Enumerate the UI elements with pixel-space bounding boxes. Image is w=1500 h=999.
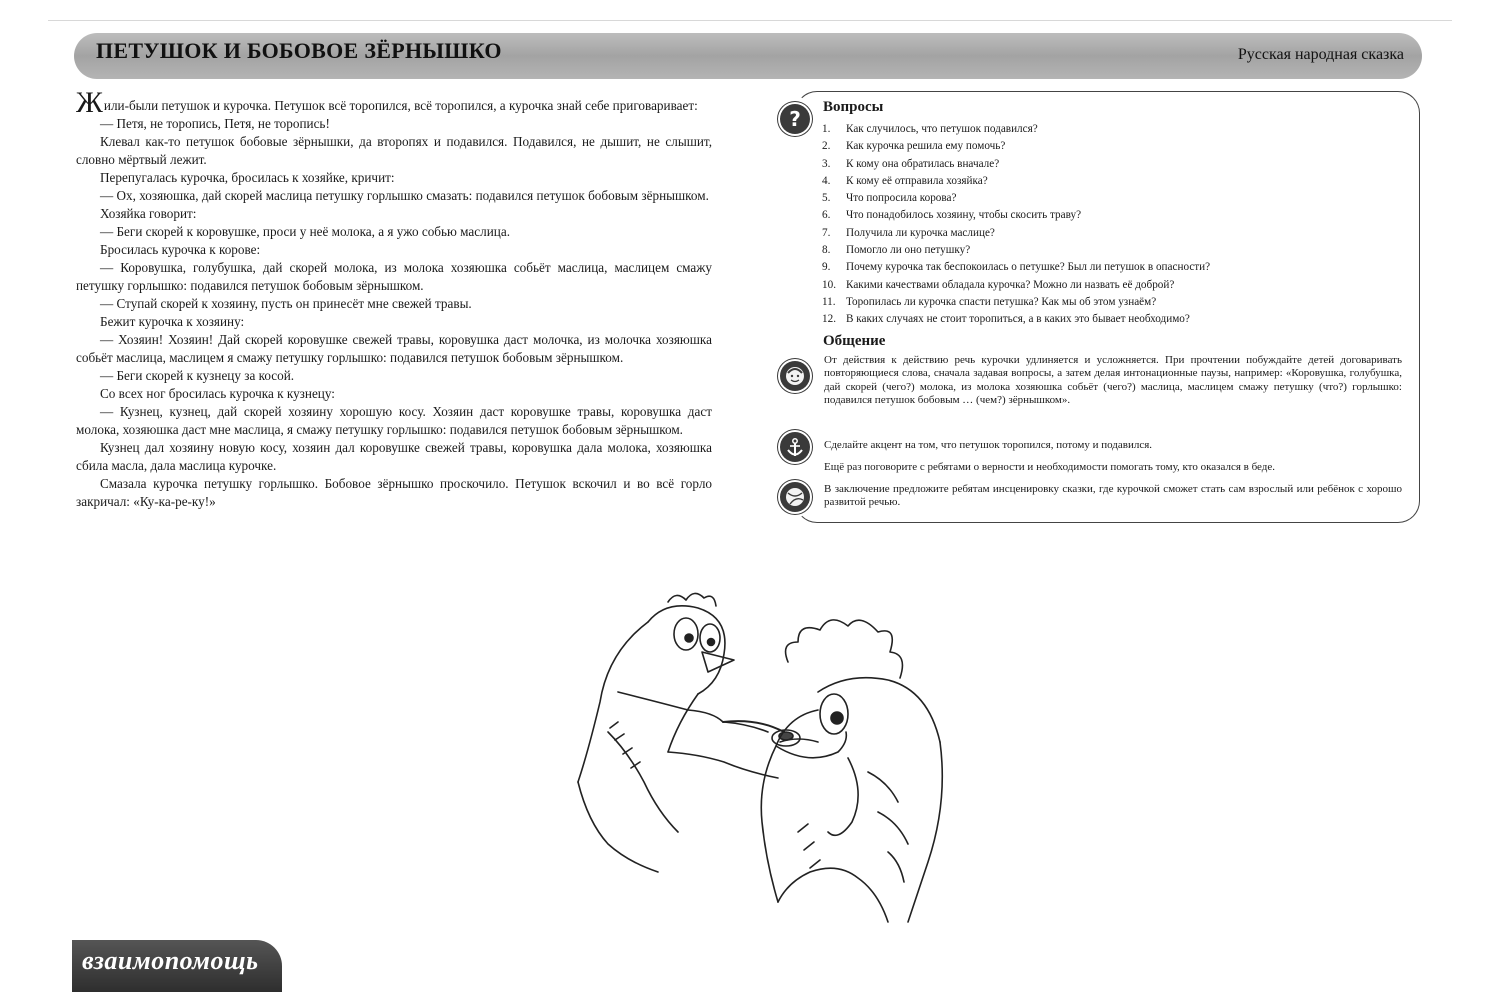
list-item: 10. Какими качествами обладала курочка? Можно ли назвать её доброй? — [822, 278, 1175, 291]
story-paragraph: — Ступай скорей к хозяину, пусть он принесёт мне свежей травы. — [100, 296, 472, 311]
list-item: 2. Как курочка решила ему помочь? — [822, 140, 1006, 153]
list-item: 9. Почему курочка так беспокоилась о петушке? Был ли петушок в опасности? — [822, 261, 1211, 274]
communication-paragraph: От действия к действию речь курочки удлиняется и усложняется. При прочтении побуждайте детей договаривать повторяющиеся слова, сначала задавая вопросы, а затем делая интонационные паузы, например: «Коровушка, голубушка, дай скорей (чего?) молока, из молока хозяюшка собьёт (чего?) маслица, маслицем смажу петушку (что?) горлышко: подавился петушок бобовым … (чем?) зёрнышком». — [824, 354, 1402, 406]
page-edge-top — [48, 20, 1452, 21]
list-item: 12. В каких случаях не стоит торопиться, а в каких это бывает необходимо? — [822, 313, 1190, 326]
story-paragraph: Кузнец дал хозяину новую косу, хозяин дал коровушке свежей травы, коровушка дала молока, хозяюшка сбила масла, дала маслица курочке. — [76, 440, 712, 473]
anchor-icon — [780, 432, 810, 462]
story-paragraph: Жили-были петушок и курочка. Петушок всё торопился, всё торопился, а курочка знай себе приговаривает: — [76, 86, 698, 119]
story-paragraph: Клевал как-то петушок бобовые зёрнышки, да второпях и подавился. Подавился, не дышит, не слышит, словно мёртвый лежит. — [76, 134, 712, 167]
list-item: 3. К кому она обратилась вначале? — [822, 157, 1000, 170]
list-item: 7. Получила ли курочка маслице? — [822, 226, 995, 239]
story-paragraph: — Петя, не торопись, Петя, не торопись! — [100, 116, 330, 131]
story-paragraph: — Коровушка, голубушка, дай скорей молока, из молока хозяюшка собьёт маслица, маслицем смажу петушку горлышко: подавился петушок бобовым зёрнышком. — [76, 260, 712, 293]
drop-cap: Ж — [76, 86, 103, 119]
story-paragraph: — Кузнец, кузнец, дай скорей хозяину хорошую косу. Хозяин даст коровушке травы, коровушка даст молока, хозяюшка даст мне маслица, я смажу петушку горлышко: подавился петушок бобовым зёрнышком. — [76, 404, 712, 437]
story-paragraph: Бросилась курочка к корове: — [100, 242, 261, 257]
page-subtitle: Русская народная сказка — [1237, 46, 1404, 63]
list-item: 6. Что понадобилось хозяину, чтобы скосить траву? — [822, 209, 1082, 222]
list-item: 5. Что попросила корова? — [822, 192, 957, 205]
question-icon: ? — [780, 104, 810, 134]
questions-title: Вопросы — [823, 99, 884, 115]
communication-paragraph: Ещё раз поговорите с ребятами о верности и необходимости помогать тому, кто оказался в беде. — [824, 461, 1275, 473]
face-icon — [780, 361, 810, 391]
list-item: 4. К кому её отправила хозяйка? — [822, 174, 988, 187]
list-item: 11. Торопилась ли курочка спасти петушка? Как мы об этом узнаём? — [822, 295, 1157, 308]
story-paragraph: Хозяйка говорит: — [100, 206, 197, 221]
theme-label: взаимопомощь — [82, 946, 259, 975]
questions-list — [822, 121, 1412, 329]
story-paragraph: — Ох, хозяюшка, дай скорей маслица петушку горлышко смазать: подавился петушок бобовым зёрнышком. — [100, 188, 709, 203]
list-item: 8. Помогло ли оно петушку? — [822, 244, 971, 257]
story-paragraph: Бежит курочка к хозяину: — [100, 314, 245, 329]
story-paragraph: Со всех ног бросилась курочка к кузнецу: — [100, 386, 335, 401]
story-paragraph: — Беги скорей к коровушке, проси у неё молока, а я ужо собью маслица. — [100, 224, 510, 239]
communication-title: Общение — [823, 333, 886, 349]
communication-paragraph: В заключение предложите ребятам инсценировку сказки, где курочкой сможет стать сам взрослый или ребёнок с хорошо развитой речью. — [824, 483, 1402, 509]
story-paragraph: Смазала курочка петушку горлышко. Бобовое зёрнышко проскочило. Петушок вскочил и во всё горло закричал: «Ку-ка-ре-ку!» — [76, 476, 712, 509]
hen-and-rooster-illustration — [548, 582, 958, 932]
story-paragraph: — Хозяин! Хозяин! Дай скорей коровушке свежей травы, коровушка даст молочка, из молочка хозяюшка собьёт маслица, маслицем я смажу петушку горлышко: подавился петушок бобовым зёрнышком. — [76, 332, 712, 365]
list-item: 1. Как случилось, что петушок подавился? — [822, 123, 1038, 135]
communication-paragraph: Сделайте акцент на том, что петушок торопился, потому и подавился. — [824, 439, 1153, 451]
page-title: ПЕТУШОК И БОБОВОЕ ЗЁРНЫШКО — [96, 38, 502, 63]
story-paragraph: — Беги скорей к кузнецу за косой. — [100, 368, 295, 383]
story-text — [76, 86, 712, 511]
ball-icon — [780, 482, 810, 512]
story-paragraph: Перепугалась курочка, бросилась к хозяйке, кричит: — [100, 170, 395, 185]
